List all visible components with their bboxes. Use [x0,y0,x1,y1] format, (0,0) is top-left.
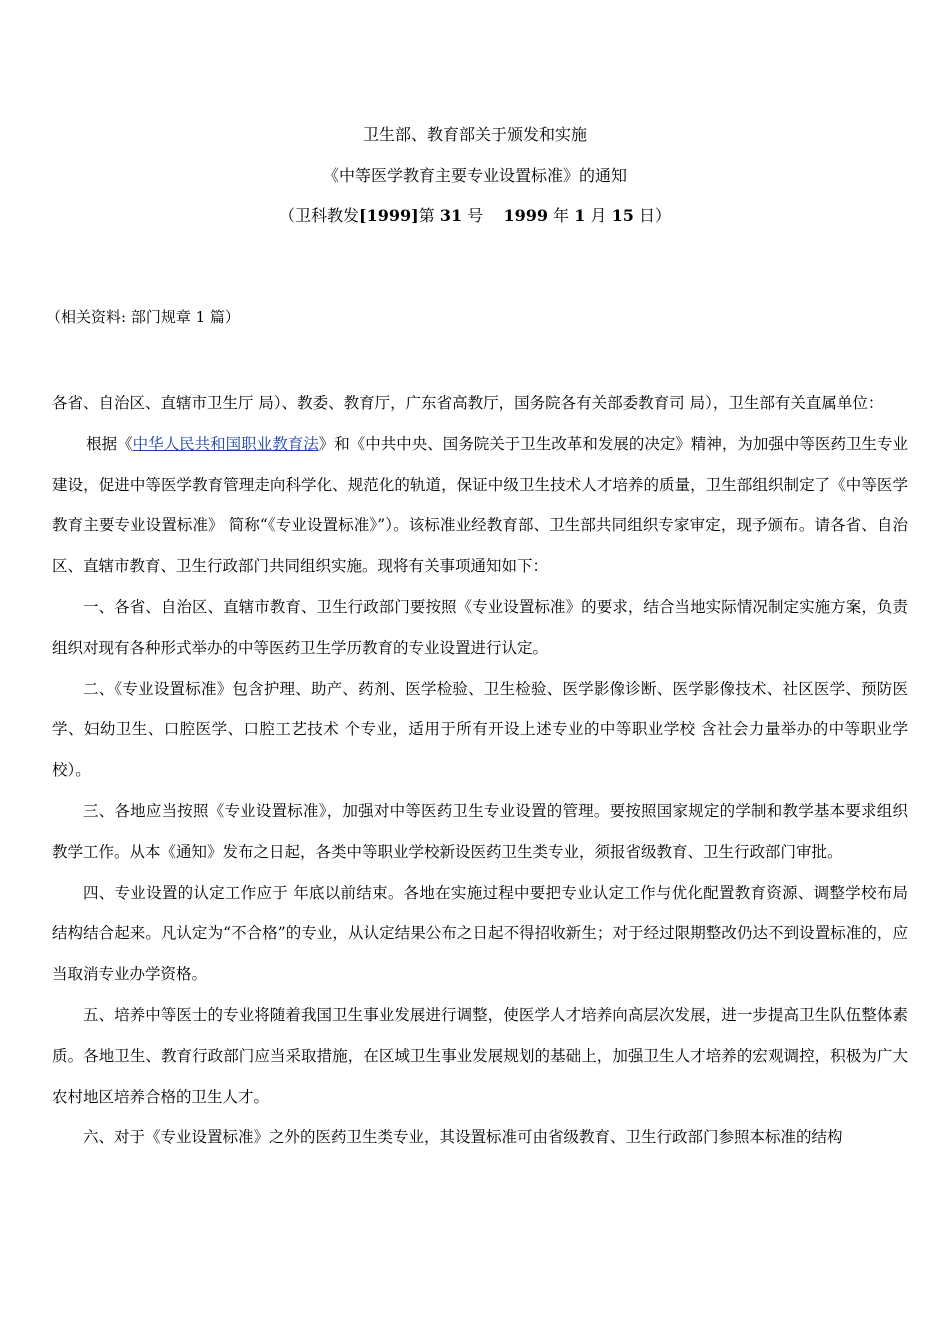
ref-date-year: 1999 [503,206,549,225]
intro-before-link: 根据《 [86,434,133,453]
title-line-1: 卫生部、教育部关于颁发和实施 [362,125,587,144]
title-line-2: 《中等医学教育主要专业设置标准》的通知 [322,166,627,185]
vocational-education-law-link[interactable]: 中华人民共和国职业教育法 [132,434,319,453]
item-paragraph-3: 三、各地应当按照《专业设置标准》，加强对中等医药卫生专业设置的管理。要按照国家规定的学制和教学基本要求组织教学工作。从本《通知》发布之日起，各类中等职业学校新设医药卫生类专业，须报省级教育、卫生行政部门审批。 [52,801,908,861]
ref-nian: 年 [553,206,570,225]
ref-yue: 月 [590,206,607,225]
item-paragraph-1: 一、各省、自治区、直辖市教育、卫生行政部门要按照《专业设置标准》的要求，结合当地实际情况制定实施方案，负责组织对现有各种形式举办的中等医药卫生学历教育的专业设置进行认定。 [52,597,908,657]
related-materials: （相关资料: 部门规章 1 篇） [46,308,240,326]
intro-paragraph [52,424,908,587]
ref-date-month: 1 [574,206,586,225]
ref-ri: 日） [638,206,671,225]
ref-hao: 号 [467,206,484,225]
ref-prefix: （卫科教发 [279,206,360,225]
item-paragraph-4: 四、专业设置的认定工作应于 年底以前结束。各地在实施过程中要把专业认定工作与优化配置教育资源、调整学校布局结构结合起来。凡认定为“不合格”的专业，从认定结果公布之日起不得招收新生；对于经过限期整改仍达不到设置标准的，应当取消专业办学资格。 [52,883,908,984]
ref-year-bracket: [1999] [359,206,419,225]
item-paragraph-2: 二、《专业设置标准》包含护理、助产、药剂、医学检验、卫生检验、医学影像诊断、医学影像技术、社区医学、预防医学、妇幼卫生、口腔医学、口腔工艺技术 个专业，适用于所有开设上述专业的中等职业学校 含社会力量举办的中等职业学校）。 [52,679,908,780]
addressee-paragraph: 各省、自治区、直辖市卫生厅 局）、教委、教育厅，广东省高教厅，国务院各有关部委教育司 局），卫生部有关直属单位： [52,394,884,412]
document-reference [0,206,950,226]
ref-date-day: 15 [611,206,634,225]
document-body [52,383,908,1158]
intro-after-link: 》和《中共中央、国务院关于卫生改革和发展的决定》精神，为加强中等医药卫生专业建设，促进中等医学教育管理走向科学化、规范化的轨道，保证中级卫生技术人才培养的质量，卫生部组织制定了《中等医学教育主要专业设置标准》 简称“《专业设置标准》”）。该标准业经教育部、卫生部共同组织专家审定，现予颁布。请各省、自治区、直辖市教育、卫生行政部门共同组织实施。现将有关事项通知如下： [52,434,908,576]
item-paragraph-6: 六、对于《专业设置标准》之外的医药卫生类专业，其设置标准可由省级教育、卫生行政部门参照本标准的结构 [83,1128,843,1147]
ref-di: 第 [418,206,435,225]
item-paragraph-5: 五、培养中等医士的专业将随着我国卫生事业发展进行调整，使医学人才培养向高层次发展，进一步提高卫生队伍整体素质。各地卫生、教育行政部门应当采取措施，在区域卫生事业发展规划的基础上，加强卫生人才培养的宏观调控，积极为广大农村地区培养合格的卫生人才。 [52,1005,908,1106]
ref-number: 31 [439,206,463,225]
